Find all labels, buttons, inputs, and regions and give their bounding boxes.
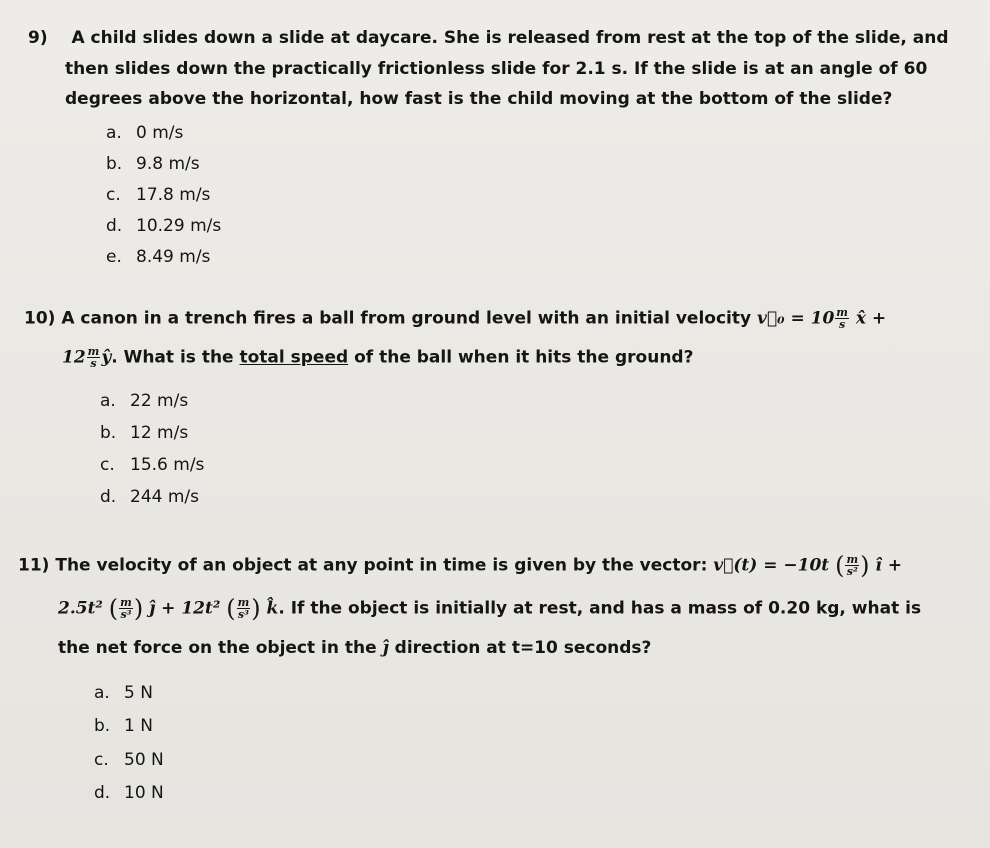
q10-xhat: x̂ + xyxy=(855,308,887,329)
q9-option-d: d. 10.29 m/s xyxy=(106,216,222,236)
q10-line2 xyxy=(62,346,693,369)
q11-jhat: ĵ xyxy=(382,638,389,658)
q11-option-b: b. 1 N xyxy=(94,716,153,736)
q10-unit-fraction: $\frac{m}{s}$ xyxy=(836,306,848,331)
q9-text-3: degrees above the horizontal, how fast is the child moving at the bottom of the slide? xyxy=(65,89,893,109)
q10-option-a: a. 22 m/s xyxy=(100,391,189,411)
q10-y-coef: 12 xyxy=(62,347,86,368)
q9-option-c: c. 17.8 m/s xyxy=(106,185,211,205)
q10-text-2b: of the ball when it hits the ground? xyxy=(354,347,694,368)
q11-option-a: a. 5 N xyxy=(94,683,153,703)
q9-option-a: a. 0 m/s xyxy=(106,123,184,143)
q9-option-b: b. 9.8 m/s xyxy=(106,154,200,174)
q10-line1 xyxy=(24,307,886,330)
q11-line1: 11) The velocity of an object at any point in time is given by the vector: v⃗(t) = −10t ( $\frac{m}{\text{s²}}$ ) î + xyxy=(18,551,903,580)
q9-line1 xyxy=(28,27,949,49)
q10-option-d: d. 244 m/s xyxy=(100,487,199,507)
q10-text-1: A canon in a trench fires a ball from ground level with an initial velocity xyxy=(61,308,752,329)
q10-text-2a: . What is the xyxy=(111,347,234,368)
q11-text-3a: the net force on the object in the xyxy=(58,638,377,658)
q9-line3 xyxy=(65,88,892,110)
q11-term-2: ĵ + 12t² xyxy=(149,598,221,619)
q11-unit-3: $\frac{m}{\text{s³}}$ xyxy=(237,596,250,621)
q10-velocity-expr: v⃗₀ = 10 xyxy=(757,308,835,329)
q10-option-c: c. 15.6 m/s xyxy=(100,455,205,475)
q10-option-b: b. 12 m/s xyxy=(100,423,189,443)
q10-yhat: ŷ xyxy=(101,347,112,368)
q11-option-c: c. 50 N xyxy=(94,750,164,770)
q11-ihat: î + xyxy=(875,555,903,576)
q10-number: 10) xyxy=(24,308,56,329)
q11-khat: k̂ xyxy=(266,598,279,619)
q11-text-1: The velocity of an object at any point in time is given by the vector: xyxy=(55,555,708,576)
q9-text-2: then slides down the practically frictionless slide for 2.1 s. If the slide is at an angle of 60 xyxy=(65,59,928,79)
q9-text-1: A child slides down a slide at daycare. She is released from rest at the top of the slide, and xyxy=(71,28,949,48)
q9-option-e: e. 8.49 m/s xyxy=(106,247,211,267)
q11-line3 xyxy=(58,637,651,659)
q11-number: 11) xyxy=(18,555,50,576)
q10-unit-fraction-2: $\frac{m}{s}$ xyxy=(87,345,100,370)
q11-unit-2: $\frac{m}{\text{s³}}$ xyxy=(120,596,132,621)
q11-text-3b: direction at t=10 seconds? xyxy=(394,638,652,658)
q11-line2: 2.5t² ( $\frac{m}{\text{s³}}$ ) ĵ + 12t² ( $\frac{m}{\text{s³}}$ ) k̂. If the object is initially at rest, and has a mass of 0.20 kg, what is xyxy=(58,594,922,623)
q11-text-2: . If the object is initially at rest, and has a mass of 0.20 kg, what is xyxy=(278,598,922,619)
q11-unit-1: $\frac{m}{\text{s²}}$ xyxy=(846,553,859,578)
q11-option-d: d. 10 N xyxy=(94,783,164,803)
q11-velocity-expr: v⃗(t) = −10t xyxy=(713,555,830,576)
q9-number: 9) xyxy=(28,28,48,48)
q9-line2 xyxy=(65,58,927,80)
q11-term-1: 2.5t² xyxy=(58,598,103,619)
q10-underlined-phrase: total speed xyxy=(239,347,349,368)
